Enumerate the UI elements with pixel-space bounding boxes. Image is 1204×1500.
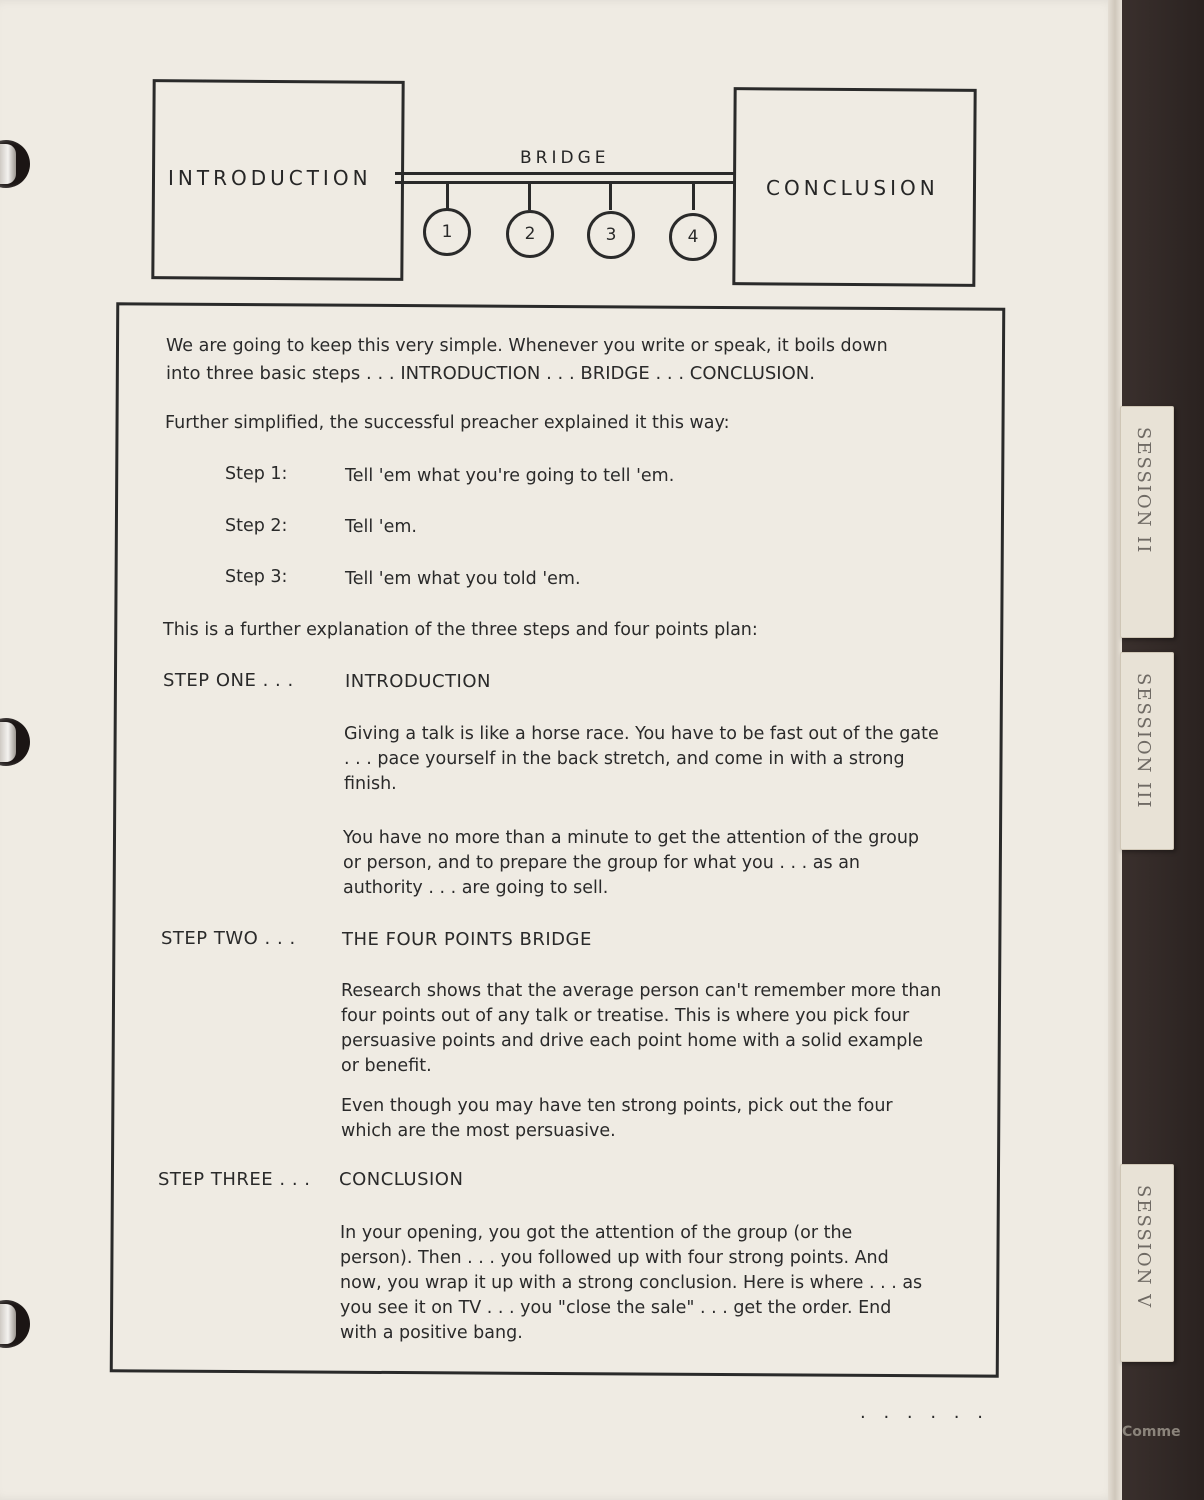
bridge-post: [528, 184, 531, 210]
bridge-bar: [395, 172, 735, 184]
binder-brand-text: Comme: [1122, 1424, 1181, 1440]
pillar-4: 4: [669, 213, 717, 261]
step-three-title: CONCLUSION: [339, 1169, 464, 1190]
tab-session-iii-label: SESSION III: [1133, 673, 1154, 810]
pillar-1: 1: [423, 208, 471, 256]
pillar-3: 3: [587, 211, 635, 259]
binder-ring: [0, 1304, 16, 1344]
step-one-title: INTRODUCTION: [345, 671, 491, 692]
continuation-dots: . . . . . .: [860, 1402, 989, 1423]
step-two-title: THE FOUR POINTS BRIDGE: [342, 929, 592, 950]
pillar-2: 2: [506, 210, 554, 258]
step-two-label: STEP TWO . . .: [161, 928, 296, 949]
conclusion-label: CONCLUSION: [766, 176, 939, 200]
bridge-post: [609, 184, 612, 210]
bridge-post: [692, 184, 695, 210]
bridge-post: [446, 184, 449, 210]
step-three-paragraph-1: In your opening, you got the attention of the group (or the person). Then . . . you followed up with four strong points. And now, you wrap it up with a strong conclusion. Here is where . . . as you see it on TV . . . you "close the sale" . . . get the order. End with a positive bang.: [340, 1223, 923, 1343]
tab-session-iii[interactable]: [1120, 652, 1174, 850]
further-text: This is a further explanation of the three steps and four points plan:: [163, 620, 758, 640]
binder-ring: [0, 722, 16, 762]
tab-session-v-label: SESSION V: [1133, 1185, 1154, 1310]
step-1-text: Tell 'em what you're going to tell 'em.: [345, 466, 675, 486]
intro-line-2: into three basic steps . . . INTRODUCTION . . . BRIDGE . . . CONCLUSION.: [166, 363, 815, 384]
tab-session-v[interactable]: [1120, 1164, 1174, 1362]
step-3-label: Step 3:: [225, 567, 288, 587]
step-three-label: STEP THREE . . .: [158, 1169, 311, 1190]
step-one-label: STEP ONE . . .: [163, 670, 294, 691]
step-two-paragraph-2: Even though you may have ten strong points, pick out the four which are the most persuasive.: [341, 1096, 893, 1141]
simplified-text: Further simplified, the successful preacher explained it this way:: [165, 413, 730, 433]
introduction-label: INTRODUCTION: [168, 166, 372, 190]
tab-session-ii-label: SESSION II: [1133, 427, 1154, 555]
bridge-label: BRIDGE: [520, 148, 610, 168]
intro-line-1: We are going to keep this very simple. Whenever you write or speak, it boils down: [166, 336, 888, 356]
step-one-paragraph-2: You have no more than a minute to get the attention of the group or person, and to prepare the group for what you . . . as an authority . . . are going to sell.: [343, 828, 920, 898]
step-1-label: Step 1:: [225, 464, 288, 484]
step-3-text: Tell 'em what you told 'em.: [345, 569, 581, 589]
step-2-label: Step 2:: [225, 516, 288, 536]
step-one-paragraph-1: Giving a talk is like a horse race. You have to be fast out of the gate . . . pace yourself in the back stretch, and come in with a strong finish.: [344, 724, 939, 794]
binder-ring: [0, 144, 16, 184]
tab-session-ii[interactable]: [1120, 406, 1174, 638]
step-two-paragraph-1: Research shows that the average person can't remember more than four points out of any talk or treatise. This is where you pick four persuasive points and drive each point home with a solid example or benefit.: [341, 981, 942, 1076]
step-2-text: Tell 'em.: [345, 517, 417, 537]
